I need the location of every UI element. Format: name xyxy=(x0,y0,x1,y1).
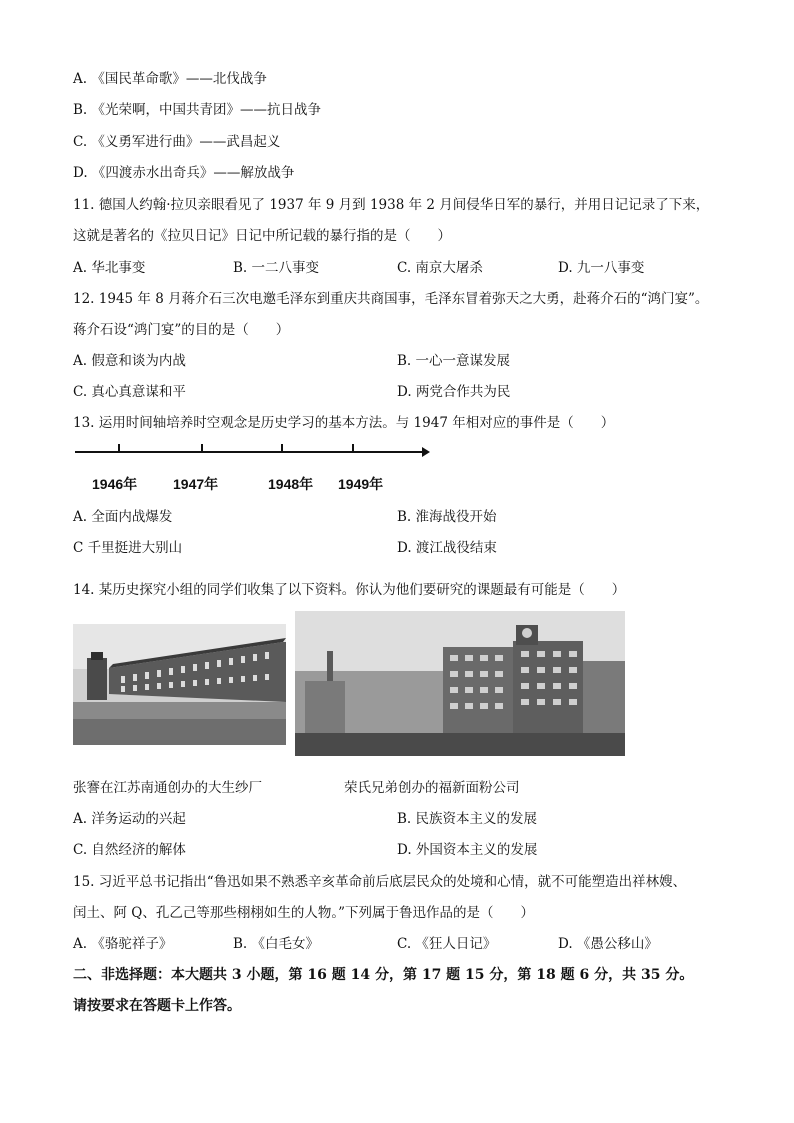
timeline-label-1948: 1948年 xyxy=(268,476,314,492)
q15-stem-line1: 15. 习近平总书记指出“鲁迅如果不熟悉辛亥革命前后底层民众的处境和心情，就不可能塑造出祥林嫂、 xyxy=(73,874,687,890)
q14-stem: 14. 某历史探究小组的同学们收集了以下资料。你认为他们要研究的课题最有可能是（ ） xyxy=(73,582,626,598)
q13-stem: 13. 运用时间轴培养时空观念是历史学习的基本方法。与 1947 年相对应的事件是（ ） xyxy=(73,415,615,431)
q11-option-c: C. 南京大屠杀 xyxy=(397,260,483,276)
q15-option-c: C. 《狂人日记》 xyxy=(397,936,497,952)
q10-option-b: B. 《光荣啊，中国共青团》——抗日战争 xyxy=(73,102,322,118)
q11-option-a: A. 华北事变 xyxy=(73,260,146,276)
timeline-figure xyxy=(72,440,432,498)
caption-fuxin-flour: 荣氏兄弟创办的福新面粉公司 xyxy=(344,780,520,796)
q11-stem-line1: 11. 德国人约翰·拉贝亲眼看见了 1937 年 9 月到 1938 年 2 月间侵华日军的暴行，并用日记记录了下来， xyxy=(73,197,710,213)
q15-option-d: D. 《愚公移山》 xyxy=(558,936,658,952)
q15-stem-line2: 闰土、阿 Q、孔乙己等那些栩栩如生的人物。”下列属于鲁迅作品的是（ ） xyxy=(73,905,535,921)
q13-option-d: D. 渡江战役结束 xyxy=(397,540,497,556)
q13-option-a: A. 全面内战爆发 xyxy=(73,509,173,525)
q11-stem-line2: 这就是著名的《拉贝日记》日记中所记载的暴行指的是（ ） xyxy=(73,228,451,244)
q14-option-b: B. 民族资本主义的发展 xyxy=(397,811,538,827)
timeline-label-1949: 1949年 xyxy=(338,476,384,492)
q10-option-d: D. 《四渡赤水出奇兵》——解放战争 xyxy=(73,165,295,181)
caption-dasheng-mill: 张謇在江苏南通创办的大生纱厂 xyxy=(73,780,262,796)
section2-heading: 二、非选择题：本大题共 3 小题，第 16 题 14 分，第 17 题 15 分，第 18 题 6 分，共 35 分。 xyxy=(73,967,694,983)
q14-option-d: D. 外国资本主义的发展 xyxy=(397,842,538,858)
q15-option-a: A. 《骆驼祥子》 xyxy=(73,936,173,952)
q11-option-b: B. 一二八事变 xyxy=(233,260,320,276)
q12-stem-line1: 12. 1945 年 8 月蒋介石三次电邀毛泽东到重庆共商国事，毛泽东冒着弥天之大勇，赴蒋介石的“鸿门宴”。 xyxy=(73,291,709,307)
q10-option-a: A. 《国民革命歌》——北伐战争 xyxy=(73,71,267,87)
q13-option-b: B. 淮海战役开始 xyxy=(397,509,497,525)
q12-option-d: D. 两党合作共为民 xyxy=(397,384,511,400)
q12-option-b: B. 一心一意谋发展 xyxy=(397,353,511,369)
q10-option-c: C. 《义勇军进行曲》——武昌起义 xyxy=(73,134,281,150)
q12-option-a: A. 假意和谈为内战 xyxy=(73,353,186,369)
dasheng-mill-photo xyxy=(73,624,286,745)
q15-option-b: B. 《白毛女》 xyxy=(233,936,320,952)
timeline-label-1946: 1946年 xyxy=(92,476,138,492)
q12-option-c: C. 真心真意谋和平 xyxy=(73,384,186,400)
fuxin-flour-photo xyxy=(295,611,625,756)
section2-instruction: 请按要求在答题卡上作答。 xyxy=(73,998,241,1014)
q11-option-d: D. 九一八事变 xyxy=(558,260,645,276)
q13-option-c: C 千里挺进大别山 xyxy=(73,540,183,556)
timeline-label-1947: 1947年 xyxy=(173,476,219,492)
q12-stem-line2: 蒋介石设“鸿门宴”的目的是（ ） xyxy=(73,322,290,338)
q14-option-c: C. 自然经济的解体 xyxy=(73,842,186,858)
q14-option-a: A. 洋务运动的兴起 xyxy=(73,811,186,827)
